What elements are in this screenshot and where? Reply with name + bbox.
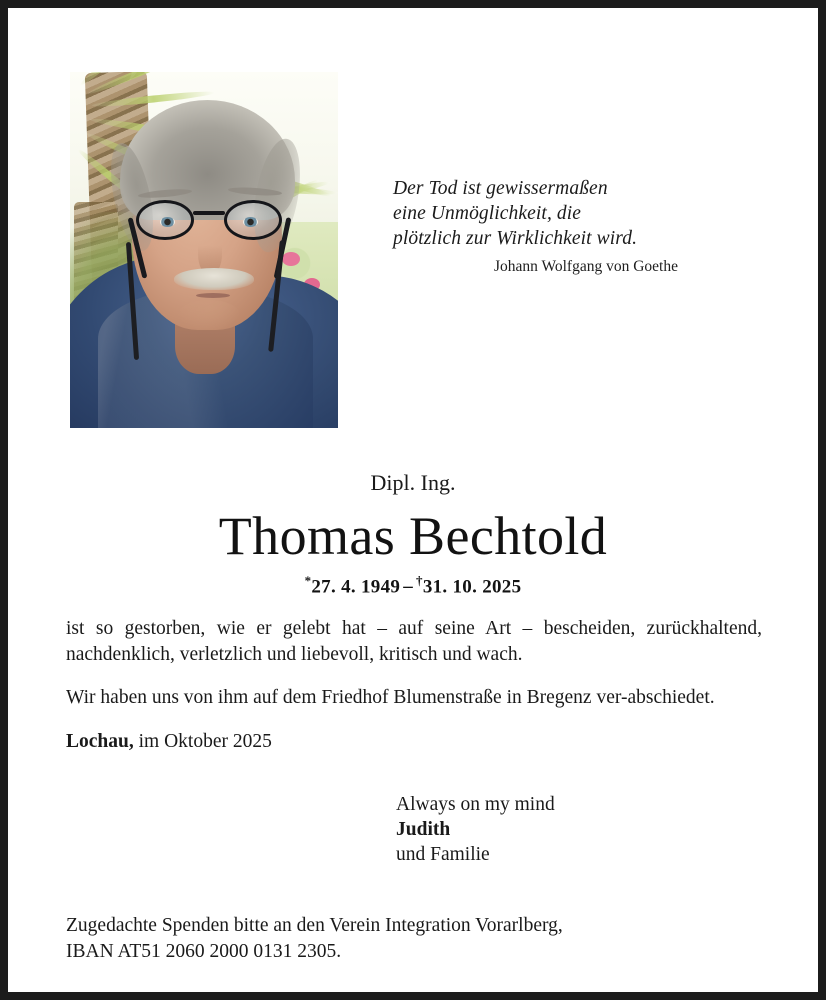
donation-iban: IBAN AT51 2060 2000 0131 2305. [66,941,342,962]
quote-attribution: Johann Wolfgang von Goethe [493,258,678,275]
eyeglass-lens-left [136,200,194,240]
quote-line-1: Der Tod ist gewissermaßen [393,178,608,199]
deceased-name: Thomas Bechtold [218,506,608,566]
signature-family: und Familie [396,844,490,865]
eyeglass-lens-right [224,200,282,240]
quote-line-2: eine Unmöglichkeit, die [393,203,582,224]
life-dates [8,573,818,598]
signature-name: Judith [396,819,451,840]
moustache [174,268,254,290]
donation-line-1: Zugedachte Spenden bitte an den Verein Integration Vorarlberg, [66,915,563,936]
body-paragraph-1: ist so gestorben, wie er gelebt hat – auf seine Art – bescheiden, zurückhaltend, nachdenklich, verletzlich und liebevoll, kritisch und wach. [66,618,762,665]
memorial-quote [393,176,678,276]
mouth [196,293,230,298]
place-and-date [66,729,762,755]
birth-symbol: * [304,573,312,588]
eyeglasses [136,200,282,240]
death-date: 31. 10. 2025 [422,576,522,598]
notice-date: im Oktober 2025 [133,730,272,752]
obituary-body [66,616,762,754]
portrait-photo [70,72,338,428]
death-symbol: † [416,573,423,588]
chin [178,300,240,330]
quote-line-3: plötzlich zur Wirklichkeit wird. [393,228,638,249]
signature-block [396,792,555,867]
eye-left [160,217,175,227]
donation-request [66,913,766,965]
obituary-notice [8,8,818,992]
signature-message: Always on my mind [396,794,555,815]
date-separator: – [403,576,413,598]
eyeglass-bridge [193,211,225,215]
body-paragraph-2: Wir haben uns von ihm auf dem Friedhof Blumenstraße in Bregenz ver-abschiedet. [66,687,715,708]
birth-date: 27. 4. 1949 [311,576,401,598]
place-name: Lochau, [66,730,134,752]
eye-right [243,217,258,227]
academic-title: Dipl. Ing. [370,470,456,495]
